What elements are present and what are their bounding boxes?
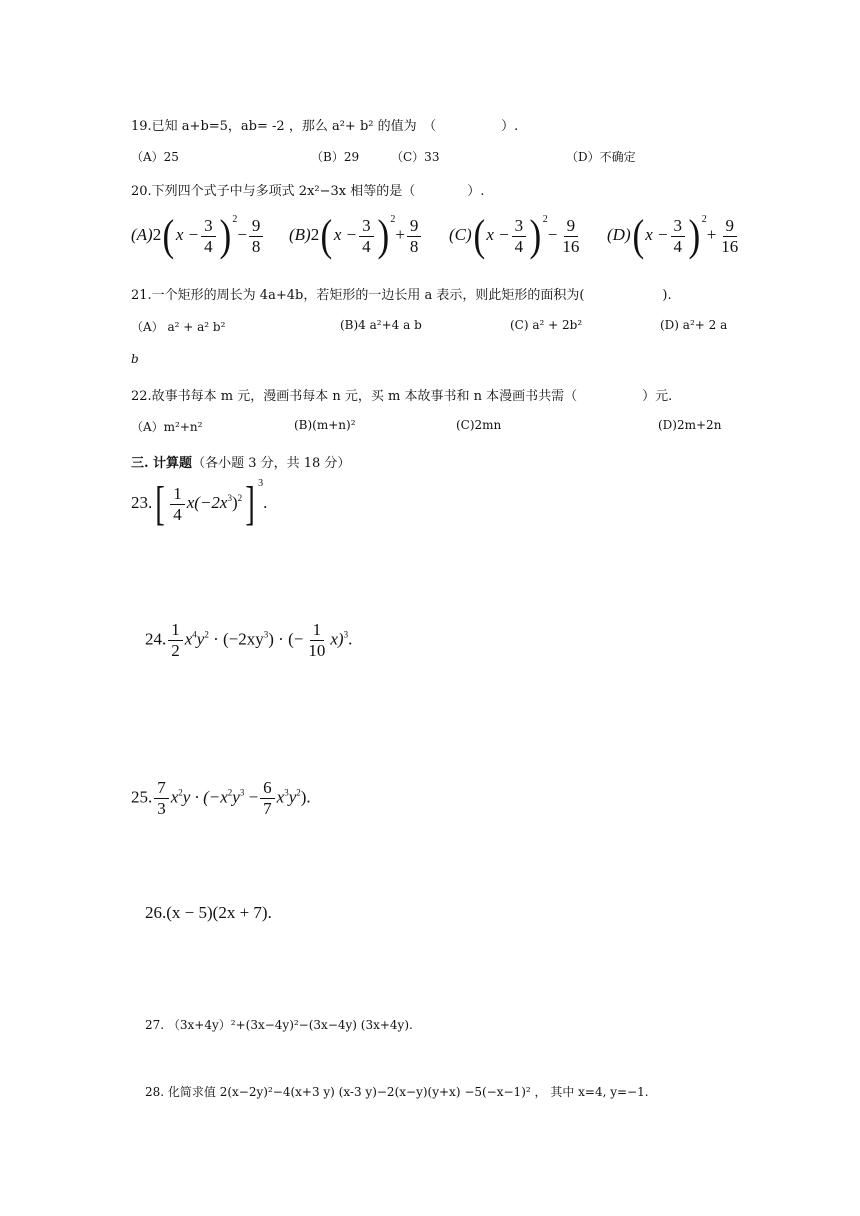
q20-option-b: [289, 211, 423, 261]
frac-num: 3: [671, 216, 686, 237]
q20-option-d: [607, 211, 743, 261]
q25-fraction-2: [260, 778, 275, 819]
q25-frac1-num: 7: [154, 778, 169, 799]
q25-e2: 2: [227, 787, 233, 798]
right-paren: ): [688, 211, 701, 261]
q23-close: ): [231, 493, 238, 512]
q20-opt-label: (D): [607, 225, 631, 244]
frac-num: 3: [201, 216, 216, 237]
q20-opt-sign: +: [706, 225, 717, 244]
q20-option-a: [131, 211, 265, 261]
q20-opt-frac: [201, 216, 216, 257]
question-19-stem: 19.已知 a+b=5，ab= -2 ，那么 a²+ b² 的值为 （ ）.: [131, 119, 519, 134]
q20-opt-sign: −: [237, 225, 247, 244]
q25-e5: 2: [296, 787, 301, 798]
q24-e4: 3: [343, 629, 349, 640]
q21-option-c: (C) a² + 2b²: [510, 318, 583, 332]
q25-p4: −: [244, 787, 259, 807]
q23-frac-num: 1: [170, 484, 185, 505]
q25-p5: x: [276, 787, 285, 807]
q20-opt-const: [407, 216, 422, 257]
q20-opt-const: [559, 216, 582, 257]
q24-p3: · (−2xy: [208, 629, 264, 649]
q20-opt-exp: 2: [542, 214, 548, 225]
q25-e1: 2: [178, 787, 183, 798]
question-20-stem: 20.下列四个式子中与多项式 2x²−3x 相等的是（ ）.: [131, 184, 485, 199]
const-den: 8: [251, 236, 261, 256]
frac-den: 4: [204, 236, 213, 256]
right-paren: ): [377, 211, 389, 261]
q25-p1: x: [170, 787, 179, 807]
right-bracket: ]: [245, 477, 255, 531]
q25-p6: y: [288, 787, 297, 807]
q23-number: 23.: [131, 493, 153, 512]
frac-den: 4: [514, 236, 524, 256]
const-num: 9: [407, 216, 422, 237]
q20-opt-label: (A): [131, 225, 153, 244]
q23-exp1: 3: [227, 493, 232, 503]
q25-e4: 3: [284, 787, 289, 798]
q24-fraction-1: [168, 620, 183, 661]
section-3-heading: [131, 452, 350, 471]
question-23: [131, 477, 268, 531]
question-26: 26.(x − 5)(2x + 7).: [145, 903, 272, 922]
q22-option-d: (D)2m+2n: [658, 418, 722, 432]
left-paren: (: [632, 211, 644, 261]
q21-option-a: （A） a² + a² b²: [131, 320, 226, 334]
left-paren: (: [162, 211, 175, 261]
q19-option-b: （B）29: [311, 150, 360, 164]
q21-option-d: (D) a²+ 2 a: [660, 318, 728, 332]
section-3-note: （各小题 3 分，共 18 分）: [192, 456, 351, 471]
q25-number: 25.: [131, 787, 153, 807]
q24-p2: y: [196, 629, 205, 649]
right-paren: ): [529, 211, 542, 261]
q20-opt-sign: +: [395, 225, 405, 244]
q20-options: [131, 211, 741, 264]
q23-frac-den: 4: [173, 504, 182, 524]
q20-opt-const: [718, 216, 741, 257]
q20-opt-coef: 2: [152, 225, 162, 244]
question-22-stem: 22.故事书每本 m 元，漫画书每本 n 元，买 m 本故事书和 n 本漫画书共需（ ）元.: [131, 389, 673, 404]
q21-wrap-text: b: [131, 352, 139, 366]
q24-end: .: [348, 629, 353, 649]
left-bracket: [: [155, 477, 166, 531]
q20-opt-label: (B): [289, 225, 311, 244]
frac-den: 4: [362, 236, 371, 256]
q22-option-b: (B)(m+n)²: [294, 418, 356, 432]
q23-body: x(−2x: [186, 493, 228, 512]
q24-frac2-den: 10: [308, 641, 326, 660]
q23-exp2: 2: [237, 493, 243, 503]
q20-opt-inner: x −: [645, 225, 669, 244]
question-21-stem: 21.一个矩形的周长为 4a+4b，若矩形的一边长用 a 表示，则此矩形的面积为( ).: [131, 288, 672, 303]
q20-opt-frac: [359, 216, 374, 257]
question-27: 27. （3x+4y）²+(3x−4y)²−(3x−4y) (3x+4y).: [145, 1018, 413, 1032]
frac-num: 3: [512, 216, 527, 237]
q19-option-c: （C）33: [391, 150, 440, 164]
q25-frac2-num: 6: [260, 778, 275, 799]
left-paren: (: [320, 211, 333, 261]
frac-num: 3: [359, 216, 374, 237]
q24-frac2-num: 1: [310, 620, 325, 641]
const-num: 9: [564, 216, 579, 237]
left-paren: (: [473, 211, 485, 261]
right-paren: ): [219, 211, 231, 261]
q20-option-c: [449, 211, 584, 261]
q23-exp3: 3: [258, 478, 264, 489]
q19-option-d: （D）不确定: [566, 150, 636, 164]
q25-e3: 3: [239, 787, 245, 798]
const-num: 9: [723, 216, 738, 237]
q24-e1: 4: [192, 629, 197, 640]
q20-opt-frac: [671, 216, 686, 257]
q22-option-a: （A）m²+n²: [131, 420, 203, 434]
frac-den: 4: [673, 236, 683, 256]
q20-opt-exp: 2: [701, 214, 707, 225]
q24-e2: 2: [204, 629, 209, 640]
q25-p2: y · (−x: [182, 787, 228, 807]
question-28: 28. 化简求值 2(x−2y)²−4(x+3 y) (x-3 y)−2(x−y)(y+x) −5(−x−1)² ， 其中 x=4, y=−1.: [145, 1085, 649, 1099]
question-24: [145, 620, 352, 661]
q24-frac1-den: 2: [171, 641, 180, 660]
const-den: 8: [409, 236, 419, 256]
q20-opt-coef: 2: [310, 225, 320, 244]
const-den: 16: [562, 236, 580, 256]
q24-p5: x): [330, 629, 344, 649]
q20-opt-inner: x −: [175, 225, 200, 244]
q24-fraction-2: [305, 620, 328, 661]
q19-option-a: （A）25: [131, 150, 179, 164]
q24-p4: ) · (−: [268, 629, 304, 649]
q24-number: 24.: [145, 629, 167, 649]
q24-e3: 3: [263, 629, 269, 640]
q25-frac1-den: 3: [157, 799, 166, 818]
q24-frac1-num: 1: [168, 620, 183, 641]
q24-p1: x: [184, 629, 193, 649]
q20-opt-frac: [512, 216, 527, 257]
section-3-title: 三. 计算题: [131, 456, 193, 471]
q25-p3: y: [232, 787, 240, 807]
q25-frac2-den: 7: [263, 799, 272, 818]
q25-fraction-1: [154, 778, 169, 819]
const-num: 9: [249, 216, 264, 237]
q20-opt-label: (C): [449, 225, 472, 244]
q20-opt-inner: x −: [333, 225, 358, 244]
q25-end: ).: [300, 787, 311, 807]
q20-opt-sign: −: [547, 225, 558, 244]
const-den: 16: [721, 236, 739, 256]
q20-opt-const: [249, 216, 264, 257]
q20-opt-exp: 2: [232, 214, 238, 225]
q22-option-c: (C)2mn: [456, 418, 502, 432]
q23-fraction: [170, 484, 185, 525]
question-25: [131, 778, 311, 819]
q21-option-b: (B)4 a²+4 a b: [340, 318, 422, 332]
q20-opt-inner: x −: [486, 225, 510, 244]
q23-end: .: [263, 493, 268, 512]
q20-opt-exp: 2: [390, 214, 396, 225]
